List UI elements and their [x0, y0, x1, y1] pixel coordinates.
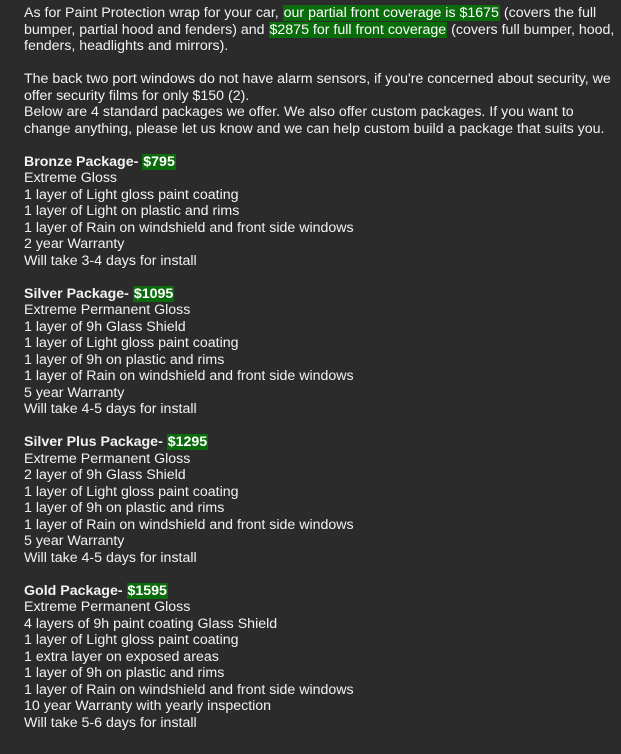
- message-body: [24, 5, 616, 731]
- package-title: Gold Package-: [24, 582, 127, 599]
- package-feature-line: 1 layer of Light on plastic and rims: [24, 203, 240, 219]
- intro-text: As for Paint Protection wrap for your car,: [24, 5, 283, 21]
- packages-intro-paragraph: Below are 4 standard packages we offer. We also offer custom packages. If you want to change anything, please let us know and we can help custom build a package that suits you.: [24, 104, 605, 137]
- package-heading: [24, 154, 616, 171]
- package-price: $795: [143, 153, 175, 170]
- package-feature-line: 1 layer of Light gloss paint coating: [24, 483, 239, 500]
- package-feature-line: 4 layers of 9h paint coating Glass Shield: [24, 615, 278, 632]
- package-heading: [24, 583, 616, 600]
- package-feature-line: Will take 3-4 days for install: [24, 252, 197, 269]
- package-feature-line: 5 year Warranty: [24, 384, 125, 401]
- package-feature-line: 2 year Warranty: [24, 236, 125, 252]
- package-price: $1295: [167, 434, 208, 450]
- package-feature-line: 1 layer of Rain on windshield and front side windows: [24, 368, 354, 384]
- intro-text-mid: (covers the full bumper, partial hood and fenders) and: [24, 5, 597, 38]
- package-title: Bronze Package-: [24, 153, 143, 170]
- security-paragraph: The back two port windows do not have alarm sensors, if you're concerned about security, we offer security films for only $150 (2).: [24, 71, 611, 104]
- package-feature-line: Extreme Gloss: [24, 170, 118, 186]
- package-feature-line: 2 layer of 9h Glass Shield: [24, 467, 186, 483]
- package-feature-line: Extreme Permanent Gloss: [24, 302, 191, 318]
- package-section: [24, 269, 616, 418]
- intro-text-end: (covers full bumper, hood, fenders, headlights and mirrors).: [24, 21, 615, 54]
- package-feature-line: 1 extra layer on exposed areas: [24, 648, 219, 665]
- package-feature-line: 1 layer of Rain on windshield and front side windows: [24, 219, 354, 236]
- package-feature-line: 1 layer of 9h Glass Shield: [24, 318, 186, 335]
- package-price: $1095: [133, 285, 174, 302]
- package-heading: [24, 286, 616, 303]
- spacer: [24, 269, 616, 286]
- package-section: [24, 566, 616, 731]
- package-price: $1595: [127, 582, 167, 599]
- package-section: [24, 137, 616, 269]
- package-feature-line: 1 layer of Rain on windshield and front side windows: [24, 516, 354, 533]
- partial-coverage-highlight: our partial front coverage is $1675: [283, 5, 499, 21]
- package-feature-line: 1 layer of 9h on plastic and rims: [24, 351, 225, 368]
- package-feature-line: Will take 5-6 days for install: [24, 714, 197, 731]
- package-feature-line: Will take 4-5 days for install: [24, 401, 197, 417]
- package-feature-line: 10 year Warranty with yearly inspection: [24, 698, 272, 714]
- package-feature-line: 1 layer of Light gloss paint coating: [24, 335, 239, 351]
- package-feature-line: Extreme Permanent Gloss: [24, 599, 191, 615]
- package-feature-line: 1 layer of 9h on plastic and rims: [24, 665, 225, 681]
- full-coverage-highlight: $2875 for full front coverage: [269, 21, 447, 38]
- package-feature-line: 1 layer of Light gloss paint coating: [24, 632, 239, 648]
- package-list: [24, 137, 616, 731]
- package-title: Silver Package-: [24, 285, 133, 302]
- package-feature-line: Will take 4-5 days for install: [24, 549, 197, 566]
- package-feature-line: 1 layer of Light gloss paint coating: [24, 186, 239, 203]
- package-feature-line: Extreme Permanent Gloss: [24, 450, 191, 467]
- package-feature-line: 5 year Warranty: [24, 533, 125, 549]
- package-title: Silver Plus Package-: [24, 434, 167, 450]
- spacer: [24, 566, 616, 583]
- spacer: [24, 137, 616, 154]
- package-feature-line: 1 layer of 9h on plastic and rims: [24, 500, 225, 516]
- spacer: [24, 55, 616, 72]
- spacer: [24, 418, 616, 435]
- package-section: [24, 418, 616, 567]
- package-heading: [24, 434, 616, 451]
- package-feature-line: 1 layer of Rain on windshield and front side windows: [24, 681, 354, 698]
- intro-paragraph: [24, 5, 616, 55]
